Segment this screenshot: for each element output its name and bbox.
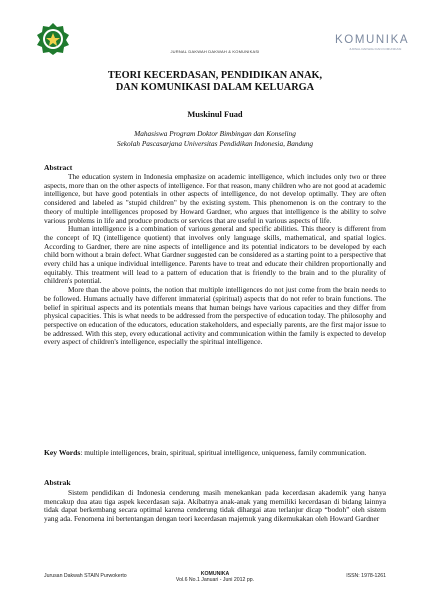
footer-journal-title: KOMUNIKA	[200, 571, 230, 577]
footer-institution: Jurusan Dakwah STAIN Purwokerto	[44, 573, 127, 579]
footer-volume: Vol.6 No.1 Januari - Juni 2012 pp.	[175, 577, 255, 584]
abstrak-heading: Abstrak	[44, 478, 71, 487]
abstract-paragraph-2: Human intelligence is a combination of various general and specific abilities. This theory is different from the concept of IQ (intelligence quotient) that involves only language skills, mathematical, and spatial logics. According to Gardner, there are nine aspects of intelligence and its potential indicators to be developed by each child born without a brain defect. What Gardner suggested can be considered as a starting point to a perspective that every child has a unique individual intelligence. Parents have to treat and educate their children proportionally and equitably. This treatment will lead to a pattern of education that is friendly to the brain and to the plurality of children's potential.	[44, 224, 386, 286]
affiliation-line-2: Sekolah Pascasarjana Universitas Pendidikan Indonesia, Bandung	[116, 138, 314, 148]
abstrak-paragraph: Sistem pendidikan di Indonesia cenderung masih menekankan pada kecerdasan akademik yang hanya mencakup dua atau tiga aspek kecerdasan saja. Akibatnya anak-anak yang memiliki kecerdasan di bidang lainnya tidak dapat berkembang secara optimal karena cenderung tidak dihargai atau terlanjur dicap “bodoh” oleh sistem yang ada. Fenomena ini bertentangan dengan teori kecerdasan majemuk yang dikemukakan oleh Howard Gardner	[44, 488, 386, 524]
article-title	[40, 70, 390, 93]
title-line-1: TEORI KECERDASAN, PENDIDIKAN ANAK,	[107, 70, 323, 81]
abstract-paragraph-3: More than the above points, the notion that multiple intelligences do not just come from the brain needs to be followed. Humans actually have different immaterial (spiritual) aspects that do not refer to brain functions. The belief in spiritual aspects and its potentials means that human beings have various capacities and they differ from physical capacities. This is what needs to be addressed from the perspective of education today. The philosophy and perspective on education of the educators, education stakeholders, and especially parents, are the first major issue to be addressed. With this step, every educational activity and communication within the family is expected to develop every aspect of children's intelligence, especially the spiritual intelligence.	[44, 285, 386, 347]
abstract-body	[44, 173, 386, 347]
author-name: Muskinul Fuad	[187, 110, 243, 119]
author-affiliation	[40, 129, 390, 148]
affiliation-line-1: Mahasiswa Program Doktor Bimbingan dan Konseling	[134, 129, 296, 138]
brand-tagline: JURNAL DAKWAH DAN KOMUNIKASI	[349, 47, 402, 51]
keywords-text: : multiple intelligences, brain, spiritual, spiritual intelligence, uniqueness, family communication.	[80, 448, 367, 457]
brand-name: KOMUNIKA	[335, 34, 410, 46]
footer-issn: ISSN: 1978-1261	[346, 573, 386, 579]
title-line-2: DAN KOMUNIKASI DALAM KELUARGA	[115, 81, 315, 93]
keywords	[44, 449, 386, 458]
journal-header-line: JURNAL DAKWAH DAKWAH & KOMUNIKASI	[170, 49, 260, 54]
abstrak-body	[44, 489, 386, 524]
keywords-label: Key Words	[44, 448, 81, 457]
abstract-heading: Abstract	[44, 163, 73, 172]
komunika-logo	[335, 34, 410, 60]
abstract-paragraph-1: The education system in Indonesia emphasize on academic intelligence, which includes only two or three aspects, more than on the other aspects of intelligence. For that reason, many children who are not good at academic intelligence, but have good potentials in other aspects of intelligence, do not develop optimally. They are often considered and labeled as "stupid children" by the existing system. This phenomenon is on the contrary to the theory of multiple intelligences proposed by Howard Gardner, who argues that intelligence is the ability to solve various problems in life and produce products or services that are useful in various aspects of life.	[44, 172, 386, 225]
